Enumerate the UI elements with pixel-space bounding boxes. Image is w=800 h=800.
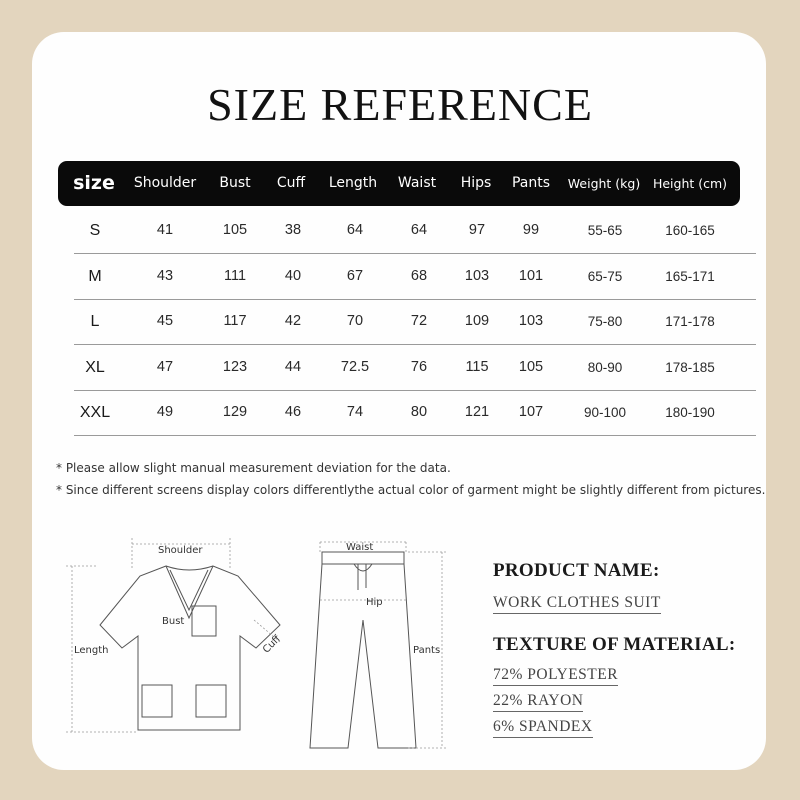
cell-waist: 64: [410, 222, 428, 238]
cell-hips: 97: [468, 222, 486, 238]
header-size: size: [73, 172, 115, 194]
table-row: [74, 254, 756, 299]
header-bust: Bust: [219, 175, 251, 191]
cell-size: M: [88, 267, 102, 285]
cell-bust: 129: [222, 404, 248, 420]
cell-weight: 65-75: [587, 268, 623, 284]
table-row: [74, 299, 756, 344]
cell-cuff: 38: [284, 222, 302, 238]
label-cuff: Cuff: [260, 633, 284, 656]
cell-hips: 103: [464, 267, 490, 284]
cell-bust: 123: [222, 358, 248, 375]
table-row: [74, 345, 756, 390]
cell-cuff: 42: [284, 313, 302, 329]
header-cuff: Cuff: [276, 175, 306, 191]
cell-cuff: 46: [284, 404, 302, 420]
cell-hips: 121: [464, 404, 490, 420]
cell-weight: 90-100: [583, 405, 627, 420]
cell-size: S: [89, 222, 101, 239]
cell-size: XXL: [79, 404, 111, 421]
header-height: Height (cm): [652, 176, 728, 191]
shirt-illustration: [100, 566, 280, 730]
cell-length: 74: [346, 404, 364, 420]
cell-shoulder: 45: [156, 313, 174, 329]
header-hips: Hips: [460, 175, 492, 191]
row-divider: [74, 435, 756, 436]
label-bust: Bust: [162, 616, 185, 627]
cell-waist: 76: [410, 358, 428, 375]
product-name-value: WORK CLOTHES SUIT: [493, 594, 661, 614]
cell-height: 160-165: [665, 223, 715, 238]
cell-height: 180-190: [665, 405, 715, 420]
cell-height: 178-185: [665, 359, 715, 375]
cell-shoulder: 43: [156, 267, 174, 284]
cell-hips: 109: [464, 313, 490, 329]
label-pants: Pants: [413, 645, 441, 656]
cell-waist: 72: [410, 313, 428, 329]
pants-illustration: [310, 552, 416, 748]
header-weight: Weight (kg): [567, 176, 641, 191]
cell-waist: 80: [410, 404, 428, 420]
cell-bust: 117: [223, 313, 247, 329]
table-row: [74, 390, 756, 435]
cell-weight: 75-80: [587, 314, 623, 329]
cell-pants: 99: [522, 222, 540, 238]
cell-length: 67: [346, 267, 364, 284]
cell-shoulder: 41: [156, 222, 174, 238]
cell-weight: 80-90: [587, 359, 623, 375]
cell-pants: 107: [518, 404, 544, 420]
cell-height: 165-171: [665, 268, 715, 284]
label-hip: Hip: [366, 597, 383, 608]
shirt-dimension-lines: [66, 538, 280, 732]
header-length: Length: [328, 175, 378, 191]
product-name-heading: PRODUCT NAME:: [493, 560, 660, 581]
table-row: [74, 208, 756, 253]
material-item: 72% POLYESTER: [493, 666, 618, 686]
cell-pants: 105: [518, 358, 544, 375]
cell-bust: 111: [223, 267, 247, 284]
cell-shoulder: 47: [156, 358, 174, 375]
page-title: SIZE REFERENCE: [207, 79, 593, 130]
label-waist: Waist: [346, 542, 374, 553]
cell-hips: 115: [465, 358, 489, 375]
material-item: 6% SPANDEX: [493, 718, 593, 738]
table-header: [58, 161, 740, 206]
cell-weight: 55-65: [587, 223, 623, 238]
note-color: * Since different screens display colors differentlythe actual color of garment might be slightly different from pictures.: [56, 483, 766, 497]
cell-pants: 101: [518, 267, 544, 284]
note-deviation: * Please allow slight manual measurement deviation for the data.: [56, 461, 451, 475]
cell-length: 70: [346, 313, 364, 329]
cell-waist: 68: [410, 267, 428, 284]
header-waist: Waist: [397, 175, 437, 191]
material-item: 22% RAYON: [493, 692, 583, 712]
cell-shoulder: 49: [156, 404, 174, 420]
cell-length: 72.5: [340, 358, 370, 375]
cell-size: XL: [85, 358, 105, 376]
garment-diagram: [58, 530, 458, 760]
cell-cuff: 40: [284, 267, 302, 284]
label-length: Length: [74, 645, 109, 656]
cell-cuff: 44: [284, 358, 302, 375]
cell-size: L: [90, 313, 100, 330]
label-shoulder: Shoulder: [158, 545, 203, 556]
header-shoulder: Shoulder: [133, 175, 197, 191]
material-heading: TEXTURE OF MATERIAL:: [493, 634, 736, 655]
cell-height: 171-178: [665, 314, 715, 329]
cell-pants: 103: [518, 313, 544, 329]
cell-bust: 105: [222, 222, 248, 238]
header-pants: Pants: [511, 175, 551, 191]
cell-length: 64: [346, 222, 364, 238]
